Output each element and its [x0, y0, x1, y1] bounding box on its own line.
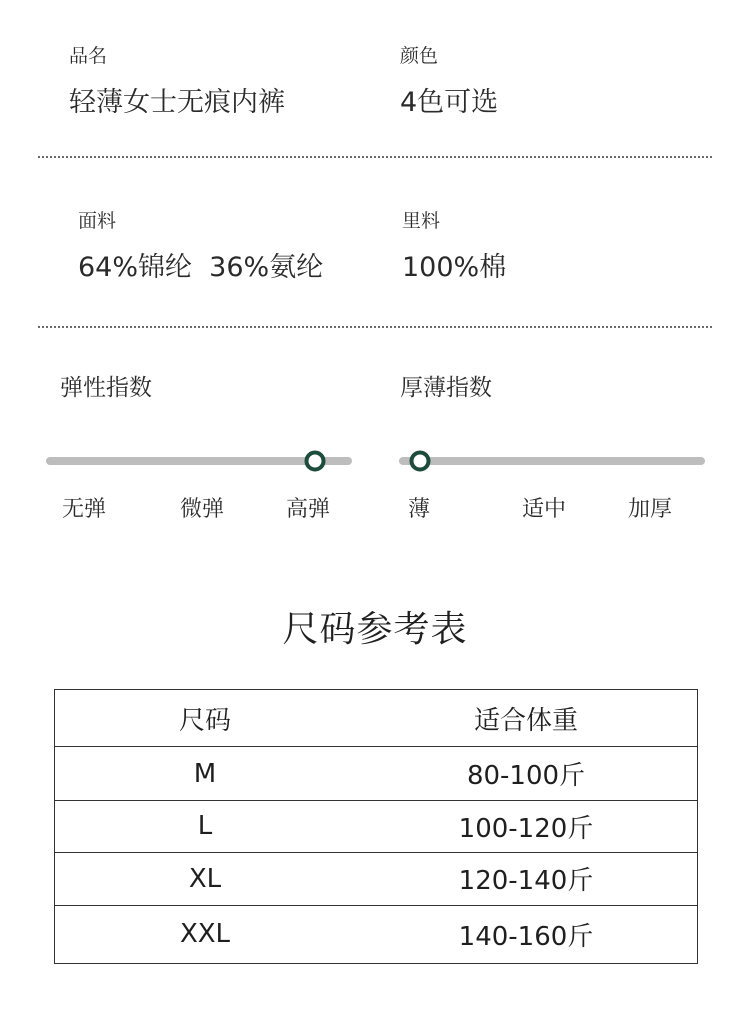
- weight-cell: 80-100斤: [355, 747, 698, 801]
- size-cell: M: [55, 747, 356, 801]
- table-row: [55, 852, 698, 905]
- thickness-tick-thin: 薄: [408, 497, 431, 522]
- color-label: 颜色: [400, 45, 439, 67]
- elasticity-title: 弹性指数: [60, 375, 152, 401]
- dotted-divider: [38, 156, 712, 158]
- table-header-row: [55, 690, 698, 747]
- size-chart-title: 尺码参考表: [282, 609, 468, 650]
- elasticity-track: [46, 457, 352, 465]
- table-row: [55, 905, 698, 963]
- elasticity-tick-high: 高弹: [286, 497, 331, 522]
- header-size: 尺码: [178, 705, 231, 736]
- thickness-tick-medium: 适中: [522, 497, 567, 522]
- thickness-knob: [410, 451, 431, 472]
- table-row: [55, 747, 698, 801]
- color-value: 4色可选: [400, 87, 499, 118]
- size-cell: L: [55, 801, 356, 852]
- lining-value: 100%棉: [402, 252, 507, 283]
- table-row: [55, 801, 698, 852]
- fabric-label: 面料: [78, 210, 117, 232]
- size-cell: XXL: [55, 905, 356, 963]
- weight-cell: 120-140斤: [355, 852, 698, 905]
- product-name-label: 品名: [69, 45, 108, 67]
- fabric-value: 64%锦纶 36%氨纶: [78, 252, 324, 283]
- elasticity-knob: [305, 451, 326, 472]
- size-cell: XL: [55, 852, 356, 905]
- weight-cell: 140-160斤: [355, 905, 698, 963]
- thickness-tick-thick: 加厚: [628, 497, 673, 522]
- elasticity-tick-none: 无弹: [62, 497, 107, 522]
- thickness-title: 厚薄指数: [400, 375, 492, 401]
- header-weight: 适合体重: [473, 705, 578, 736]
- dotted-divider: [38, 326, 712, 328]
- product-name-value: 轻薄女士无痕内裤: [69, 87, 285, 118]
- thickness-track: [399, 457, 705, 465]
- lining-label: 里料: [402, 210, 441, 232]
- elasticity-tick-slight: 微弹: [180, 497, 225, 522]
- weight-cell: 100-120斤: [355, 801, 698, 852]
- size-table: [54, 689, 698, 964]
